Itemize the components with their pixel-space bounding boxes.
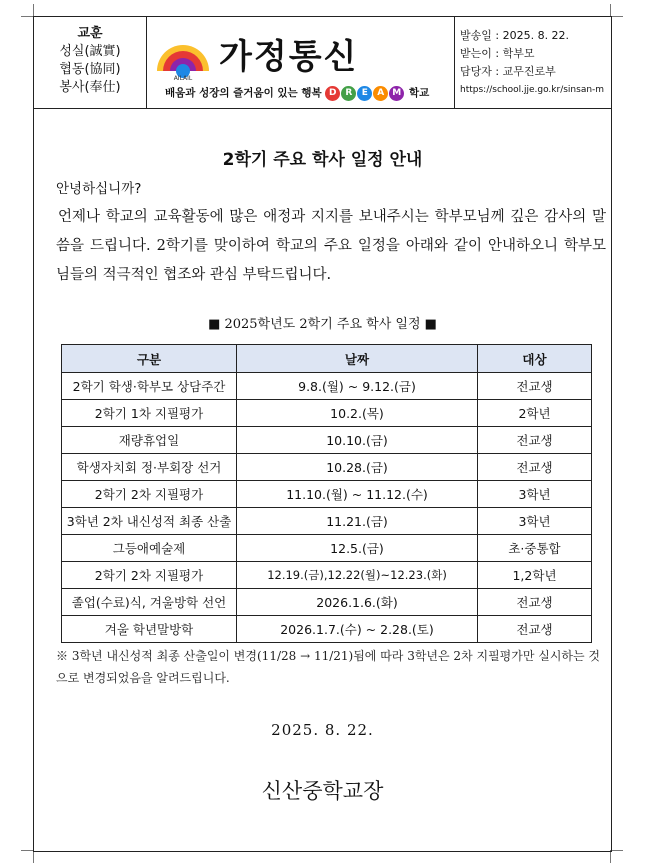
event-cell: 2학기 1차 지필평가 <box>62 400 237 427</box>
principal-signature: 신산중학교장 <box>261 779 384 803</box>
logo-text: AILAIL <box>173 75 193 81</box>
table-row <box>62 508 592 535</box>
sent-date: 발송일 : 2025. 8. 22. <box>460 29 570 42</box>
issue-date: 2025. 8. 22. <box>271 721 374 739</box>
motto-title: 교훈 <box>77 26 103 41</box>
dream-letter: M <box>389 86 404 101</box>
table-row <box>62 562 592 589</box>
motto-line: 협동(協同) <box>59 62 121 77</box>
header-meta <box>454 17 611 108</box>
table-row <box>62 454 592 481</box>
table-title: ■ 2025학년도 2학기 주요 학사 일정 ■ <box>208 317 437 332</box>
table-row <box>62 373 592 400</box>
target-cell: 전교생 <box>478 427 592 454</box>
target-cell: 초·중통합 <box>478 535 592 562</box>
school-url[interactable]: https://school.jje.go.kr/sinsan-m <box>460 85 605 95</box>
table-header-row <box>62 345 592 373</box>
column-header: 구분 <box>62 345 237 373</box>
date-cell: 12.5.(금) <box>237 535 478 562</box>
event-cell: 재량휴업일 <box>62 427 237 454</box>
event-cell: 3학년 2차 내신성적 최종 산출 <box>62 508 237 535</box>
target-cell: 3학년 <box>478 508 592 535</box>
page-title: 2학기 주요 학사 일정 안내 <box>222 150 423 170</box>
event-cell: 졸업(수료)식, 겨울방학 선언 <box>62 589 237 616</box>
greeting: 안녕하십니까? <box>56 181 142 197</box>
body-paragraph: 언제나 학교의 교육활동에 많은 애정과 지지를 보내주시는 학부모님께 깊은 감사의 말씀을 드립니다. 2학기를 맞이하여 학교의 주요 일정을 아래와 같이 안내하오니 학부모님들의 적극적인 협조와 관심 부탁드립니다. <box>56 209 606 283</box>
document-page <box>33 16 612 852</box>
motto-line: 성실(誠實) <box>59 44 121 59</box>
event-cell: 2학기 2차 지필평가 <box>62 481 237 508</box>
schedule-table <box>61 344 592 643</box>
date-cell: 10.2.(목) <box>237 400 478 427</box>
newsletter-header <box>34 17 611 109</box>
event-cell: 그등애예술제 <box>62 535 237 562</box>
target-cell: 전교생 <box>478 454 592 481</box>
event-cell: 학생자치회 정·부회장 선거 <box>62 454 237 481</box>
event-cell: 2학기 학생·학부모 상담주간 <box>62 373 237 400</box>
school-logo <box>153 31 213 85</box>
table-row <box>62 481 592 508</box>
date-cell: 10.10.(금) <box>237 427 478 454</box>
table-row <box>62 589 592 616</box>
dream-letter: R <box>341 86 356 101</box>
target-cell: 전교생 <box>478 373 592 400</box>
date-cell: 2026.1.7.(수) ~ 2.28.(토) <box>237 616 478 643</box>
manager: 담당자 : 교무진로부 <box>460 65 556 78</box>
notice-note: ※ 3학년 내신성적 최종 산출일이 변경(11/28 → 11/21)됨에 따라 3학년은 2차 지필평가만 실시하는 것으로 변경되었음을 알려드립니다. <box>56 649 601 685</box>
dream-logo <box>325 86 405 101</box>
date-cell: 11.10.(월) ~ 11.12.(수) <box>237 481 478 508</box>
dream-letter: D <box>325 86 340 101</box>
target-cell: 전교생 <box>478 616 592 643</box>
table-row <box>62 427 592 454</box>
table-row <box>62 400 592 427</box>
date-cell: 11.21.(금) <box>237 508 478 535</box>
table-row <box>62 535 592 562</box>
slogan-suffix: 학교 <box>408 87 430 99</box>
event-cell: 2학기 2차 지필평가 <box>62 562 237 589</box>
date-cell: 12.19.(금),12.22(월)~12.23.(화) <box>237 562 478 589</box>
dream-letter: A <box>373 86 388 101</box>
date-cell: 9.8.(월) ~ 9.12.(금) <box>237 373 478 400</box>
table-row <box>62 616 592 643</box>
date-cell: 2026.1.6.(화) <box>237 589 478 616</box>
header-center <box>147 17 454 108</box>
target-cell: 3학년 <box>478 481 592 508</box>
target-cell: 2학년 <box>478 400 592 427</box>
target-cell: 1,2학년 <box>478 562 592 589</box>
slogan-text: 배움과 성장의 즐거움이 있는 행복 <box>165 87 322 99</box>
date-cell: 10.28.(금) <box>237 454 478 481</box>
event-cell: 겨울 학년말방학 <box>62 616 237 643</box>
dream-letter: E <box>357 86 372 101</box>
column-header: 대상 <box>478 345 592 373</box>
motto-line: 봉사(奉仕) <box>59 80 121 95</box>
column-header: 날짜 <box>237 345 478 373</box>
newsletter-title: 가정통신 <box>219 37 359 77</box>
school-motto <box>34 17 147 108</box>
target-cell: 전교생 <box>478 589 592 616</box>
recipient: 받는이 : 학부모 <box>460 47 535 60</box>
school-slogan <box>165 85 429 101</box>
